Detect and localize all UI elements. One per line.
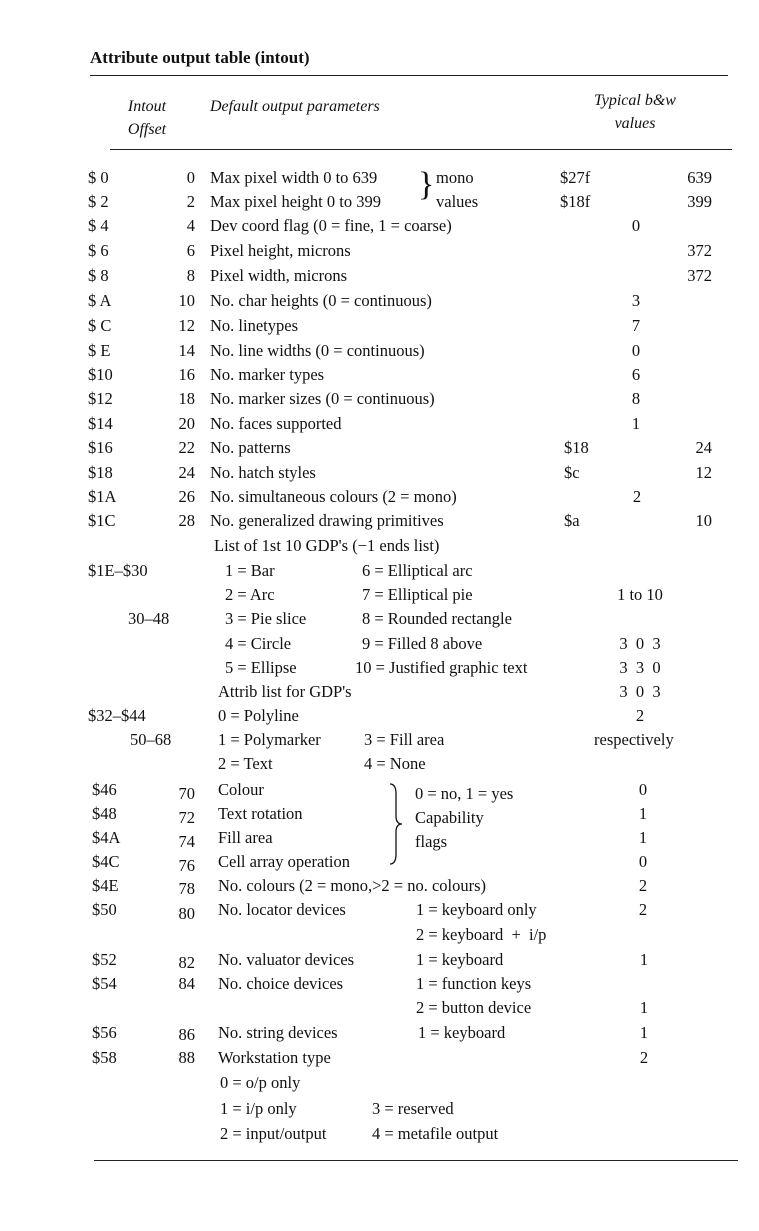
dec-offset: 80: [178, 904, 195, 923]
typical-value: 0: [638, 780, 648, 799]
row-description: No. string devices: [218, 1023, 338, 1042]
row-description: No. line widths (0 = continuous): [210, 341, 425, 360]
gdp-row: [0, 634, 759, 658]
row-description: No. valuator devices: [218, 950, 355, 969]
dec-offset: 28: [178, 511, 195, 530]
dec-offset: 22: [178, 438, 195, 457]
dec-offset: 0: [186, 168, 195, 187]
row-description: Text rotation: [218, 804, 303, 823]
hex-value: $a: [564, 511, 580, 530]
gdp-attrib-dec-offset: 50–68: [130, 730, 172, 749]
hex-value: $18: [564, 438, 589, 457]
hex-offset: $46: [92, 780, 117, 799]
typical-value: 0: [638, 852, 648, 871]
gdp-attrib-row: [0, 754, 759, 778]
hex-offset: $ 4: [88, 216, 109, 235]
table-row: [0, 925, 759, 949]
row-description: Pixel width, microns: [210, 266, 348, 285]
typical-value: 1: [638, 804, 648, 823]
header-typical-line2: values: [614, 115, 656, 132]
table-row: [0, 168, 759, 192]
dec-offset: 20: [178, 414, 195, 433]
capability-note: 0 = no, 1 = yes: [415, 784, 514, 803]
gdp-attrib-title: Attrib list for GDP's: [218, 682, 352, 701]
dec-offset: 4: [186, 216, 195, 235]
row-description: Colour: [218, 780, 264, 799]
hex-offset: $58: [92, 1048, 117, 1067]
workstation-option-row: [0, 1099, 759, 1123]
hex-offset: $48: [92, 804, 117, 823]
hex-offset: $54: [92, 974, 117, 993]
table-row: [0, 241, 759, 265]
typical-value: 1: [639, 1023, 649, 1042]
hex-offset: $ 6: [88, 241, 109, 260]
workstation-option: 3 = reserved: [372, 1099, 454, 1118]
header-rule: [110, 149, 732, 150]
header-offset-line1: Intout: [127, 98, 167, 115]
gdp-dec-offset: 30–48: [128, 609, 170, 628]
gdp-item-right: 10 = Justified graphic text: [355, 658, 528, 677]
hex-offset: $ A: [88, 291, 112, 310]
row-description: No. marker types: [210, 365, 325, 384]
gdp-item-left: 2 = Arc: [225, 585, 275, 604]
table-row: [0, 341, 759, 365]
hex-offset: $4A: [92, 828, 121, 847]
table-row: [0, 950, 759, 974]
hex-offset: $4E: [92, 876, 119, 895]
device-option: 2 = button device: [416, 998, 532, 1017]
capability-brace: [386, 782, 404, 866]
row-aside: mono: [436, 168, 474, 187]
gdp-attrib-hex-offset: $32–$44: [88, 706, 146, 725]
header-offset-line2: Offset: [127, 121, 167, 138]
hex-offset: $ 0: [88, 168, 109, 187]
table-row: [0, 216, 759, 240]
hex-value: $c: [564, 463, 580, 482]
hex-offset: $ C: [88, 316, 112, 335]
gdp-attrib-value: 2: [635, 706, 645, 725]
typical-value: 2: [638, 900, 648, 919]
dec-offset: 16: [178, 365, 195, 384]
table-title: Attribute output table (intout): [90, 48, 310, 67]
table-row: [0, 511, 759, 535]
hex-offset: $4C: [92, 852, 120, 871]
hex-offset: $50: [92, 900, 117, 919]
table-row: [0, 852, 759, 876]
typical-value: 1: [631, 414, 641, 433]
gdp-item-right: 6 = Elliptical arc: [362, 561, 473, 580]
device-option: 1 = keyboard: [416, 950, 504, 969]
dec-offset: 84: [178, 974, 195, 993]
device-option: 1 = function keys: [416, 974, 532, 993]
hex-offset: $18: [88, 463, 113, 482]
decimal-value: 372: [687, 266, 712, 285]
dec-offset: 10: [178, 291, 195, 310]
typical-value: 0: [631, 216, 641, 235]
table-row: [0, 804, 759, 828]
dec-offset: 14: [178, 341, 195, 360]
dec-offset: 74: [178, 832, 195, 851]
gdp-list-title-row: [0, 536, 759, 560]
table-row: [0, 192, 759, 216]
gdp-attrib-left: 0 = Polyline: [218, 706, 299, 725]
row-description: Fill area: [218, 828, 273, 847]
row-description: No. colours (2 = mono,>2 = no. colours): [218, 876, 487, 895]
table-row: [0, 974, 759, 998]
table-row: [0, 998, 759, 1022]
hex-offset: $56: [92, 1023, 117, 1042]
typical-value: 6: [631, 365, 641, 384]
decimal-value: 24: [695, 438, 712, 457]
hex-offset: $16: [88, 438, 113, 457]
table-row: [0, 463, 759, 487]
gdp-attrib-row: [0, 730, 759, 754]
workstation-option-row: [0, 1124, 759, 1148]
gdp-row: [0, 609, 759, 633]
hex-offset: $ E: [88, 341, 111, 360]
header-params: Default output parameters: [210, 98, 380, 115]
gdp-hex-offset: $1E–$30: [88, 561, 148, 580]
typical-value: 2: [638, 876, 648, 895]
dec-offset: 88: [178, 1048, 195, 1067]
header-offset: [112, 95, 182, 141]
gdp-row: [0, 585, 759, 609]
gdp-attrib-right: 3 = Fill area: [364, 730, 445, 749]
row-description: Max pixel width 0 to 639: [210, 168, 378, 187]
dec-offset: 18: [178, 389, 195, 408]
workstation-option: 1 = i/p only: [220, 1099, 297, 1118]
gdp-row: [0, 561, 759, 585]
typical-value: 2: [632, 487, 642, 506]
typical-value: 1: [638, 828, 648, 847]
hex-offset: $ 8: [88, 266, 109, 285]
hex-offset: $10: [88, 365, 113, 384]
table-row: [0, 900, 759, 924]
gdp-attrib-value: respectively: [594, 730, 674, 749]
dec-offset: 70: [178, 784, 195, 803]
hex-value: $18f: [560, 192, 591, 211]
table-row: [0, 291, 759, 315]
gdp-list-title: List of 1st 10 GDP's (−1 ends list): [214, 536, 440, 555]
table-row: [0, 1023, 759, 1047]
dec-offset: 78: [178, 879, 195, 898]
gdp-item-left: 4 = Circle: [225, 634, 292, 653]
typical-value: 8: [631, 389, 641, 408]
device-option: 1 = keyboard: [418, 1023, 506, 1042]
workstation-option: 0 = o/p only: [220, 1073, 301, 1092]
typical-value: 7: [631, 316, 641, 335]
row-description: Max pixel height 0 to 399: [210, 192, 381, 211]
gdp-attrib-value: 3 0 3: [619, 682, 661, 701]
hex-offset: $14: [88, 414, 113, 433]
workstation-option: 4 = metafile output: [372, 1124, 499, 1143]
hex-offset: $ 2: [88, 192, 109, 211]
dec-offset: 86: [178, 1025, 195, 1044]
hex-value: $27f: [560, 168, 591, 187]
typical-value: 0: [631, 341, 641, 360]
gdp-item-right: 9 = Filled 8 above: [362, 634, 483, 653]
dec-offset: 26: [178, 487, 195, 506]
row-description: No. faces supported: [210, 414, 342, 433]
hex-offset: $52: [92, 950, 117, 969]
table-row: [0, 876, 759, 900]
gdp-attrib-title-row: [0, 682, 759, 706]
gdp-value: 3 3 0: [619, 658, 661, 677]
typical-value: 1: [639, 950, 649, 969]
gdp-item-left: 3 = Pie slice: [225, 609, 307, 628]
row-description: Pixel height, microns: [210, 241, 351, 260]
row-description: No. char heights (0 = continuous): [210, 291, 432, 310]
table-row: [0, 414, 759, 438]
table-row: [0, 780, 759, 804]
workstation-option: 2 = input/output: [220, 1124, 327, 1143]
typical-value: 1: [639, 998, 649, 1017]
row-description: No. hatch styles: [210, 463, 316, 482]
gdp-attrib-left: 2 = Text: [218, 754, 273, 773]
row-description: Workstation type: [218, 1048, 331, 1067]
typical-value: 3: [631, 291, 641, 310]
decimal-value: 372: [687, 241, 712, 260]
capability-note: Capability: [415, 808, 484, 827]
hex-offset: $1C: [88, 511, 116, 530]
decimal-value: 10: [695, 511, 712, 530]
gdp-row: [0, 658, 759, 682]
gdp-item-right: 7 = Elliptical pie: [362, 585, 473, 604]
gdp-attrib-row: [0, 706, 759, 730]
gdp-item-right: 8 = Rounded rectangle: [362, 609, 512, 628]
table-row: [0, 1048, 759, 1072]
typical-value: 2: [639, 1048, 649, 1067]
table-row: [0, 389, 759, 413]
decimal-value: 399: [687, 192, 712, 211]
dec-offset: 76: [178, 856, 195, 875]
capability-note: flags: [415, 832, 448, 851]
dec-offset: 82: [178, 953, 195, 972]
gdp-item-left: 5 = Ellipse: [225, 658, 297, 677]
hex-offset: $12: [88, 389, 113, 408]
dec-offset: 12: [178, 316, 195, 335]
workstation-option-row: [0, 1073, 759, 1097]
table-row: [0, 365, 759, 389]
table-row: [0, 438, 759, 462]
row-description: No. choice devices: [218, 974, 344, 993]
row-description: Cell array operation: [218, 852, 350, 871]
gdp-value: 1 to 10: [617, 585, 663, 604]
dec-offset: 2: [186, 192, 195, 211]
gdp-item-left: 1 = Bar: [225, 561, 275, 580]
row-description: No. generalized drawing primitives: [210, 511, 444, 530]
table-row: [0, 828, 759, 852]
table-row: [0, 487, 759, 511]
dec-offset: 24: [178, 463, 195, 482]
decimal-value: 12: [695, 463, 712, 482]
row-description: No. patterns: [210, 438, 291, 457]
row-description: No. marker sizes (0 = continuous): [210, 389, 435, 408]
table-row: [0, 266, 759, 290]
row-description: No. locator devices: [218, 900, 346, 919]
decimal-value: 639: [687, 168, 712, 187]
dec-offset: 8: [186, 266, 195, 285]
hex-offset: $1A: [88, 487, 117, 506]
row-aside: values: [436, 192, 479, 211]
table-row: [0, 316, 759, 340]
row-description: No. linetypes: [210, 316, 298, 335]
header-typical: [570, 89, 700, 135]
device-option: 2 = keyboard + i/p: [416, 925, 547, 944]
dec-offset: 6: [186, 241, 195, 260]
mono-brace: }: [418, 166, 435, 203]
row-description: No. simultaneous colours (2 = mono): [210, 487, 457, 506]
gdp-attrib-right: 4 = None: [364, 754, 426, 773]
gdp-value: 3 0 3: [619, 634, 661, 653]
row-description: Dev coord flag (0 = fine, 1 = coarse): [210, 216, 452, 235]
gdp-attrib-left: 1 = Polymarker: [218, 730, 321, 749]
top-rule: [90, 75, 728, 76]
bottom-rule: [94, 1160, 738, 1161]
dec-offset: 72: [178, 808, 195, 827]
header-typical-line1: Typical b&w: [594, 92, 676, 109]
device-option: 1 = keyboard only: [416, 900, 537, 919]
